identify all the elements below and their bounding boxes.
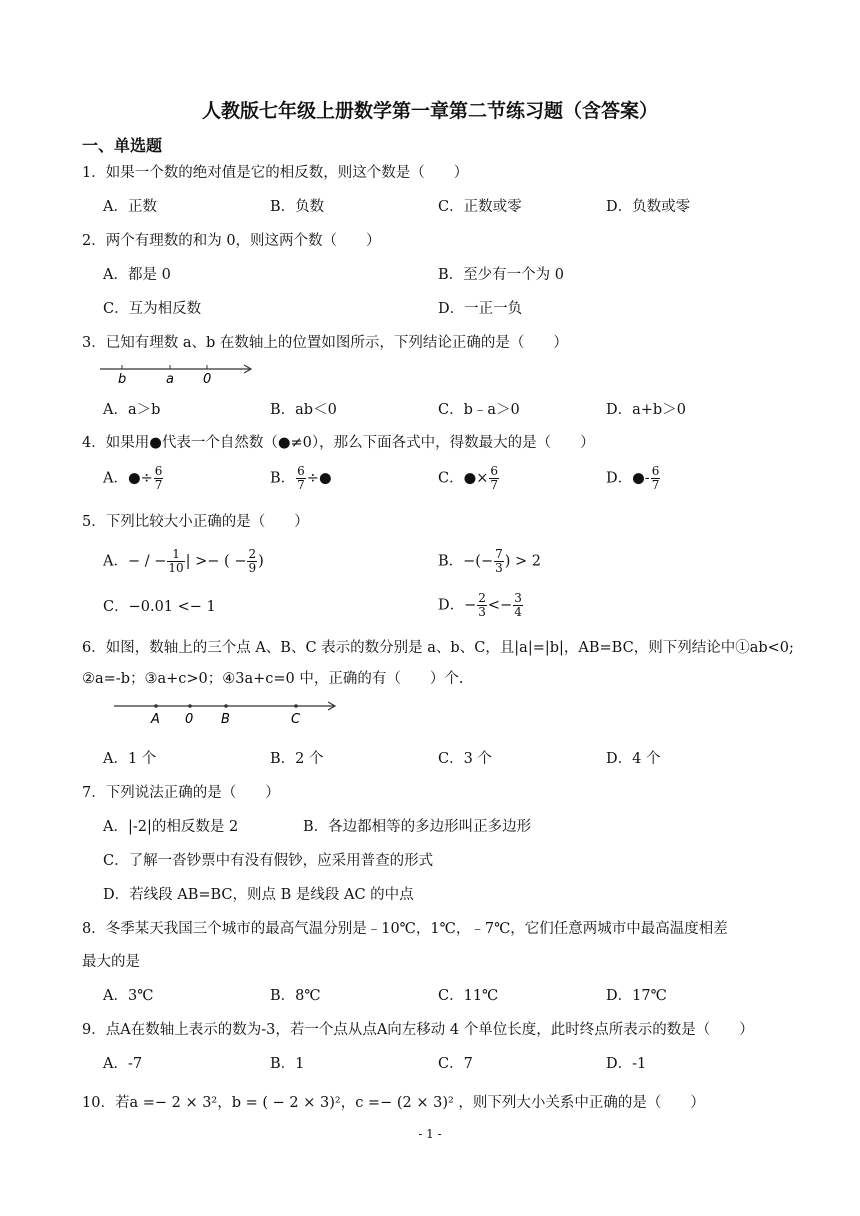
q3-option-c: C．b﹣a＞0 xyxy=(438,402,520,418)
q6-option-b: B．2 个 xyxy=(270,751,324,767)
q8-option-a: A．3℃ xyxy=(103,988,154,1004)
q3-number-line xyxy=(98,361,258,385)
q6-option-c: C．3 个 xyxy=(438,751,492,767)
q6-option-d: D．4 个 xyxy=(606,751,661,767)
question-3: 3．已知有理数 a、b 在数轴上的位置如图所示，下列结论正确的是（ ） xyxy=(82,335,568,351)
q6-option-a: A．1 个 xyxy=(103,751,157,767)
q3-axis-label-a: a xyxy=(166,372,174,385)
q3-axis-label-0: 0 xyxy=(203,372,212,385)
question-6-line1: 6．如图，数轴上的三个点 A、B、C 表示的数分别是 a、b、C，且|a|=|b|，AB=BC，则下列结论中①ab<0; xyxy=(82,640,794,656)
q4-option-c xyxy=(438,465,500,492)
question-2: 2．两个有理数的和为 0，则这两个数（ ） xyxy=(82,233,381,249)
q8-option-b: B．8℃ xyxy=(270,988,321,1004)
q4-a-text: A．●÷ xyxy=(103,470,153,487)
question-8-line1: 8．冬季某天我国三个城市的最高气温分别是﹣10℃，1℃，﹣7℃，它们任意两城市中最高温度相差 xyxy=(82,921,728,937)
q2-option-b: B．至少有一个为 0 xyxy=(438,267,564,283)
q9-option-d: D．-1 xyxy=(606,1056,647,1072)
q1-option-c: C．正数或零 xyxy=(438,199,522,215)
q2-option-c: C．互为相反数 xyxy=(103,301,202,317)
q6-number-line xyxy=(112,697,342,727)
page-number: - 1 - xyxy=(418,1127,442,1141)
question-9: 9．点A在数轴上表示的数为-3，若一个点从点A向左移动 4 个单位长度，此时终点所表示的数是（ ） xyxy=(82,1022,754,1038)
question-6-line2: ②a=-b；③a+c>0；④3a+c=0 中，正确的有（ ）个. xyxy=(82,671,464,687)
q4-c-fraction: $\frac{6}{7}$ xyxy=(490,464,499,492)
q7-option-b: B．各边都相等的多边形叫正多边形 xyxy=(303,819,532,835)
q6-axis-label-0: 0 xyxy=(185,712,194,727)
q6-axis-label-c: C xyxy=(291,712,301,727)
question-10: 10．若a =− 2 × 3²，b = ( − 2 × 3)²，c =− (2 × 3)² ，则下列大小关系中正确的是（ ） xyxy=(82,1095,705,1111)
q8-option-c: C．11℃ xyxy=(438,988,499,1004)
q5-option-b: B．−(− $\frac{7}{3}$ ) > 2 xyxy=(438,547,542,575)
q7-option-d: D．若线段 AB=BC，则点 B 是线段 AC 的中点 xyxy=(103,887,414,903)
q4-option-b xyxy=(270,465,332,492)
q4-a-fraction: $\frac{6}{7}$ xyxy=(154,464,163,492)
q4-d-text: D．●- xyxy=(606,470,650,487)
q4-b-fraction: $\frac{6}{7}$ xyxy=(297,464,305,492)
q7-option-c: C．了解一沓钞票中有没有假钞，应采用普查的形式 xyxy=(103,853,434,869)
q5-option-d: D．− $\frac{2}{3}$ <− $\frac{3}{4}$ xyxy=(438,591,522,619)
question-1: 1．如果一个数的绝对值是它的相反数，则这个数是（ ） xyxy=(82,165,469,181)
q6-axis-label-a: A xyxy=(151,712,160,727)
q1-option-b: B．负数 xyxy=(270,199,325,215)
q3-option-b: B．ab＜0 xyxy=(270,402,337,418)
q1-option-a: A．正数 xyxy=(103,199,157,215)
question-8-line2: 最大的是 xyxy=(82,954,140,970)
q5-option-c: C．−0.01 <− 1 xyxy=(103,599,216,615)
q4-option-a xyxy=(103,465,164,492)
q9-option-c: C．7 xyxy=(438,1056,473,1072)
q7-option-a: A．|-2|的相反数是 2 xyxy=(103,819,239,835)
q4-b-text2: ÷● xyxy=(306,470,332,487)
q8-option-d: D．17℃ xyxy=(606,988,667,1004)
q1-option-d: D．负数或零 xyxy=(606,199,691,215)
q4-option-d xyxy=(606,465,661,492)
q3-option-a: A．a＞b xyxy=(103,402,161,418)
q9-option-a: A．-7 xyxy=(103,1056,143,1072)
q4-d-fraction: $\frac{6}{7}$ xyxy=(651,464,660,492)
q9-option-b: B．1 xyxy=(270,1056,305,1072)
q3-axis-label-b: b xyxy=(118,372,127,385)
q4-c-text: C．●× xyxy=(438,470,489,487)
q5-option-a: A．− / − $\frac{1}{10}$ | >− ( − $\frac{2}{9}$ ) xyxy=(103,547,264,575)
q6-axis-label-b: B xyxy=(221,712,230,727)
page-title: 人教版七年级上册数学第一章第二节练习题（含答案） xyxy=(201,100,658,122)
question-4: 4．如果用●代表一个自然数（●≠0），那么下面各式中，得数最大的是（ ） xyxy=(82,435,595,451)
q4-b-text: B． xyxy=(270,470,296,487)
q2-option-d: D．一正一负 xyxy=(438,301,523,317)
q3-option-d: D．a+b＞0 xyxy=(606,402,686,418)
question-5: 5．下列比较大小正确的是（ ） xyxy=(82,514,309,530)
section-heading: 一、单选题 xyxy=(82,136,163,155)
question-7: 7．下列说法正确的是（ ） xyxy=(82,785,280,801)
q2-option-a: A．都是 0 xyxy=(103,267,171,283)
